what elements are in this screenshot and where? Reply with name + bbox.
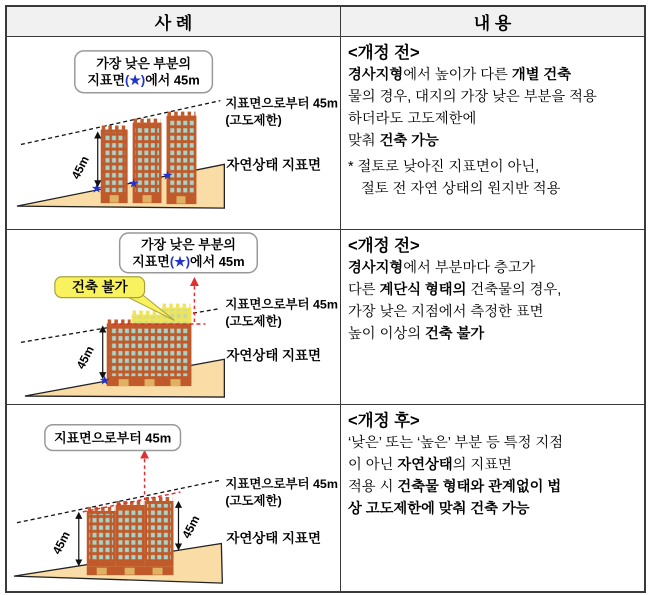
building-2 — [133, 121, 162, 204]
text-line: 이 아닌 자연상태의 지표면 — [348, 457, 512, 473]
header-case-label: 사 례 — [154, 14, 193, 33]
text-line: 가장 낮은 지점에서 측정한 표면 — [348, 304, 544, 320]
footnote-line1: * 절토로 낮아진 지표면이 아닌, — [348, 159, 540, 175]
lowest-surface-callout — [75, 51, 213, 93]
building-windows — [169, 119, 194, 194]
text-line: 하더라도 고도제한에 — [348, 111, 477, 127]
text-line: 다른 계단식 형태의 건축물의 경우, — [348, 282, 562, 298]
callout-line2-star: (★) — [124, 72, 146, 88]
text-line: 물의 경우, 대지의 가장 낮은 부분을 적용 — [348, 89, 597, 105]
text-line: 경사지형에서 부분마다 층고가 — [348, 260, 536, 276]
header-case — [7, 7, 341, 37]
lowest-surface-callout — [120, 233, 258, 273]
building-windows — [110, 326, 189, 376]
regulation-table — [5, 5, 646, 593]
building-1 — [101, 128, 128, 204]
limit-label-line2: (고도제한) — [225, 113, 282, 128]
revision-title: <개정 전> — [348, 44, 420, 62]
callout-line2-post: 에서 45m — [190, 253, 245, 269]
revision-title: <개정 전> — [348, 237, 420, 255]
row2-content-cell — [341, 230, 644, 405]
text-line: 상 고도제한에 맞춰 건축 가능 — [348, 501, 530, 517]
natural-ground-label: 자연상태 지표면 — [226, 348, 322, 364]
callout-line1: 가장 낮은 부분의 — [141, 236, 236, 252]
footnote-line2: 절토 전 자연 상태의 원지반 적용 — [361, 181, 561, 197]
text-line: 적용 시 건축물 형태와 관계없이 법 — [348, 479, 562, 495]
height-measure-label: 45m — [68, 153, 92, 182]
row2-diagram — [7, 230, 340, 404]
lowest-point-star-1: ★ — [91, 183, 102, 196]
building-door — [153, 568, 163, 575]
limit-label-line1: 지표면으로부터 45m — [225, 477, 338, 492]
building-windows — [89, 514, 113, 560]
building-door — [145, 379, 155, 386]
lowest-point-star-2: ★ — [128, 178, 139, 191]
no-build-callout — [55, 277, 175, 321]
building-windows — [147, 504, 171, 559]
building-door — [119, 379, 129, 386]
height-measure-label: 45m — [73, 343, 97, 372]
text-line: 경사지형에서 높이가 다른 개별 건축 — [348, 67, 572, 83]
limit-label-line2: (고도제한) — [225, 314, 282, 329]
callout-line2-star: (★) — [169, 253, 191, 269]
limit-label-line2: (고도제한) — [225, 493, 282, 508]
lowest-point-star: ★ — [99, 375, 110, 388]
height-measure-label-right: 45m — [179, 513, 203, 541]
callout-line2 — [87, 73, 199, 88]
building-windows — [103, 133, 125, 193]
no-build-label: 건축 불가 — [71, 279, 128, 295]
callout-line2-pre: 지표면 — [87, 72, 125, 88]
row3-content-cell — [341, 405, 644, 591]
row1-case-cell — [7, 37, 341, 230]
callout-line2-post: 에서 45m — [145, 72, 200, 88]
building-door — [125, 568, 135, 575]
callout-line2 — [132, 254, 244, 269]
building-door — [110, 195, 119, 202]
forbidden-windows — [134, 317, 160, 324]
header-content — [341, 7, 644, 37]
text-line: 맞춰 건축 가능 — [348, 133, 439, 149]
height-measure-label-left: 45m — [49, 528, 73, 557]
row1-content-cell — [341, 37, 644, 230]
revision-title: <개정 후> — [348, 412, 420, 430]
building-door — [171, 379, 181, 386]
stepped-building — [107, 306, 192, 387]
row3-diagram — [7, 405, 340, 591]
callout-line2-pre: 지표면 — [132, 253, 170, 269]
row3-case-cell — [7, 405, 341, 591]
building-door — [97, 568, 107, 575]
limit-label-line1: 지표면으로부터 45m — [225, 96, 338, 111]
building-windows — [135, 126, 159, 193]
building-3 — [167, 114, 197, 205]
building-windows — [118, 508, 142, 559]
text-line: ‘낮은’ 또는 ‘높은’ 부분 등 특정 지점 — [348, 435, 564, 451]
callout-line1: 가장 낮은 부분의 — [96, 55, 191, 71]
surface-callout — [45, 425, 181, 451]
callout-line1: 지표면으로부터 45m — [54, 430, 172, 446]
natural-ground-label: 자연상태 지표면 — [226, 157, 322, 173]
terraced-building — [87, 499, 174, 575]
lowest-point-star-3: ★ — [162, 170, 173, 183]
building-door — [176, 196, 185, 203]
natural-ground-label: 자연상태 지표면 — [226, 530, 321, 546]
row2-case-cell — [7, 230, 341, 405]
building-door — [143, 195, 152, 202]
limit-label-line1: 지표면으로부터 45m — [225, 297, 338, 312]
text-line: 높이 이상의 건축 불가 — [348, 326, 485, 342]
header-content-label: 내 용 — [473, 14, 512, 33]
row1-diagram — [7, 37, 340, 229]
